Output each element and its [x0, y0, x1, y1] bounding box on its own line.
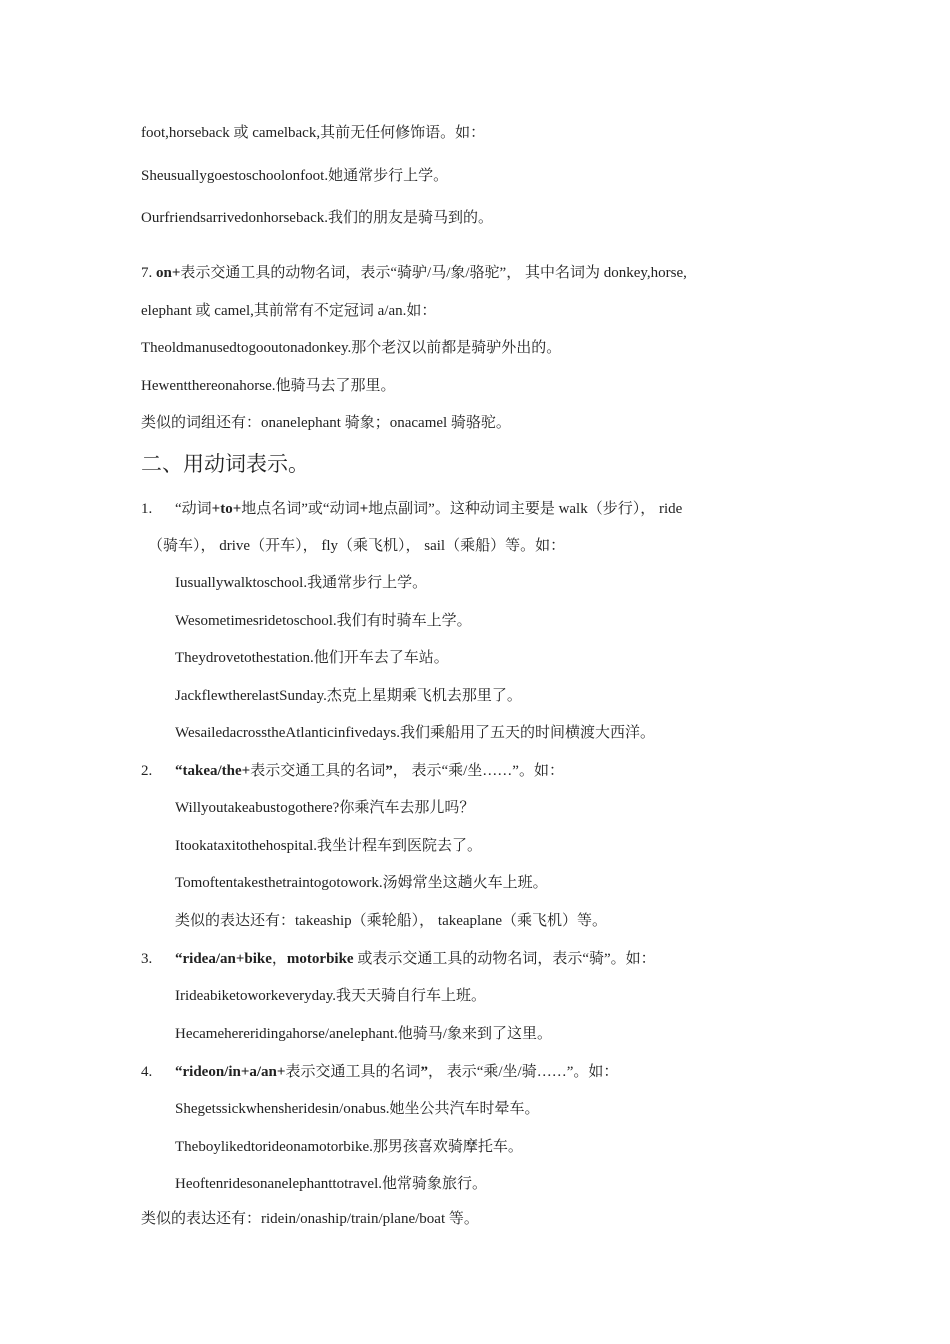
similar-phrases: 类似的词组还有：onanelephant 骑象；onacamel 骑骆驼。 — [141, 415, 511, 431]
example-sentence: Theoldmanusedtogooutonadonkey.那个老汉以前都是骑驴外出的。 — [141, 340, 562, 356]
example-sentence: Theydrovetothestation.他们开车去了车站。 — [175, 650, 449, 666]
example-sentence: Theboylikedtorideonamotorbike.那男孩喜欢骑摩托车。 — [175, 1139, 523, 1155]
example-sentence: Sheusuallygoestoschoolonfoot.她通常步行上学。 — [141, 168, 449, 184]
item-text: “rideon/in+a/an+表示交通工具的名词”， 表示“乘/坐/骑……”。如： — [175, 1064, 619, 1080]
example-sentence: Heoftenridesonanelephanttotravel.他常骑象旅行。 — [175, 1176, 487, 1192]
section-heading: 二、用动词表示。 — [141, 452, 309, 476]
example-sentence: Hewentthereonahorse.他骑马去了那里。 — [141, 378, 396, 394]
rule-7-line-1 — [141, 263, 687, 283]
example-sentence: Itookataxitothehospital.我坐计程车到医院去了。 — [175, 838, 483, 854]
rule-keyword: on+ — [156, 265, 181, 281]
example-sentence: Hecamehereridingahorse/anelephant.他骑马/象来到了这里。 — [175, 1026, 552, 1042]
similar-phrases: 类似的表达还有：takeaship（乘轮船）， takeaplane（乘飞机）等。 — [175, 913, 608, 929]
rule-number: 7. — [141, 265, 156, 281]
example-sentence: Iusuallywalktoschool.我通常步行上学。 — [175, 575, 428, 591]
example-sentence: Ourfriendsarrivedonhorseback.我们的朋友是骑马到的。 — [141, 210, 494, 226]
similar-phrases: 类似的表达还有：ridein/onaship/train/plane/boat 等。 — [141, 1211, 479, 1227]
paragraph-line: foot,horseback 或 camelback,其前无任何修饰语。如： — [141, 125, 486, 141]
example-sentence: Irideabiketoworkeveryday.我天天骑自行车上班。 — [175, 988, 487, 1004]
item-1-line-2: （骑车）， drive（开车）， fly（乘飞机）， sail（乘船）等。如： — [148, 538, 566, 554]
rule-7-line-2: elephant 或 camel,其前常有不定冠词 a/an.如： — [141, 303, 437, 319]
item-number: 1. — [141, 501, 153, 517]
item-number: 3. — [141, 951, 153, 967]
item-text: “takea/the+表示交通工具的名词”， 表示“乘/坐……”。如： — [175, 763, 564, 779]
example-sentence: JackflewtherelastSunday.杰克上星期乘飞机去那里了。 — [175, 688, 522, 704]
item-text: “ridea/an+bike，motorbike 或表示交通工具的动物名词，表示“骑”。如： — [175, 951, 656, 967]
example-sentence: Wesometimesridetoschool.我们有时骑车上学。 — [175, 613, 472, 629]
rule-text: 表示交通工具的动物名词，表示“骑驴/马/象/骆驼”， 其中名词为 donkey,horse, — [180, 265, 687, 281]
example-sentence: WesailedacrosstheAtlanticinfivedays.我们乘船用了五天的时间横渡大西洋。 — [175, 725, 655, 741]
item-text: “动词+to+地点名词”或“动词+地点副词”。这种动词主要是 walk（步行）， ride — [175, 501, 683, 517]
example-sentence: Willyoutakeabustogothere?你乘汽车去那儿吗？ — [175, 800, 475, 816]
item-number: 4. — [141, 1064, 153, 1080]
item-number: 2. — [141, 763, 153, 779]
example-sentence: Tomoftentakesthetraintogotowork.汤姆常坐这趟火车上班。 — [175, 875, 548, 891]
example-sentence: Shegetssickwhensheridesin/onabus.她坐公共汽车时晕车。 — [175, 1101, 540, 1117]
